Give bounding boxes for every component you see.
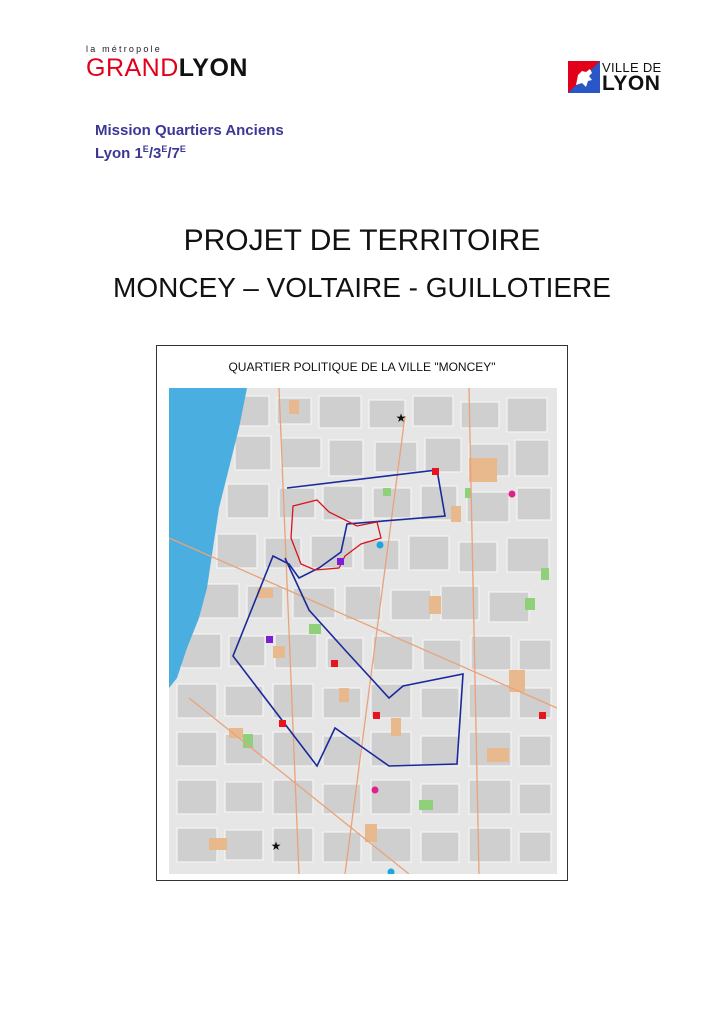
mission-sep-2: /7 bbox=[167, 145, 180, 162]
lion-flag-icon bbox=[568, 61, 600, 93]
marker-cyan-1 bbox=[377, 542, 384, 549]
mission-line-1: Mission Quartiers Anciens bbox=[95, 122, 284, 139]
mission-sep-1: /3 bbox=[148, 145, 162, 162]
mission-heading bbox=[95, 121, 284, 163]
marker-pink-1 bbox=[509, 491, 516, 498]
mission-sup-3: E bbox=[179, 144, 186, 154]
ville-de-label: VILLE DE bbox=[602, 60, 662, 75]
map-title: QUARTIER POLITIQUE DE LA VILLE "MONCEY" bbox=[228, 360, 496, 374]
grand-lyon-wordmark bbox=[86, 54, 248, 82]
map-figure bbox=[156, 345, 568, 881]
document-title: PROJET DE TERRITOIRE bbox=[183, 224, 541, 257]
marker-red-1 bbox=[432, 468, 439, 475]
marker-red-2 bbox=[331, 660, 338, 667]
star-marker-1: ★ bbox=[395, 411, 407, 425]
marker-red-4 bbox=[373, 712, 380, 719]
mission-line-2 bbox=[95, 140, 284, 163]
neighborhood-map bbox=[169, 388, 557, 874]
marker-red-5 bbox=[539, 712, 546, 719]
mission-lyon: Lyon 1 bbox=[95, 145, 143, 162]
document-subtitle: MONCEY – VOLTAIRE - GUILLOTIERE bbox=[113, 272, 611, 303]
star-marker-2: ★ bbox=[270, 839, 282, 853]
mission-sup-2: E bbox=[161, 144, 168, 154]
grand-lyon-logo bbox=[86, 44, 248, 82]
grand-word: GRAND bbox=[86, 54, 179, 82]
lyon-label: LYON bbox=[602, 72, 661, 95]
marker-red-3 bbox=[279, 720, 286, 727]
mission-sup-1: E bbox=[142, 144, 149, 154]
lyon-word: LYON bbox=[178, 54, 248, 82]
marker-purple-2 bbox=[266, 636, 273, 643]
ville-de-lyon-logo bbox=[568, 60, 668, 96]
marker-pink-2 bbox=[372, 787, 379, 794]
metropole-label: la métropole bbox=[86, 44, 162, 54]
marker-purple-1 bbox=[337, 558, 344, 565]
